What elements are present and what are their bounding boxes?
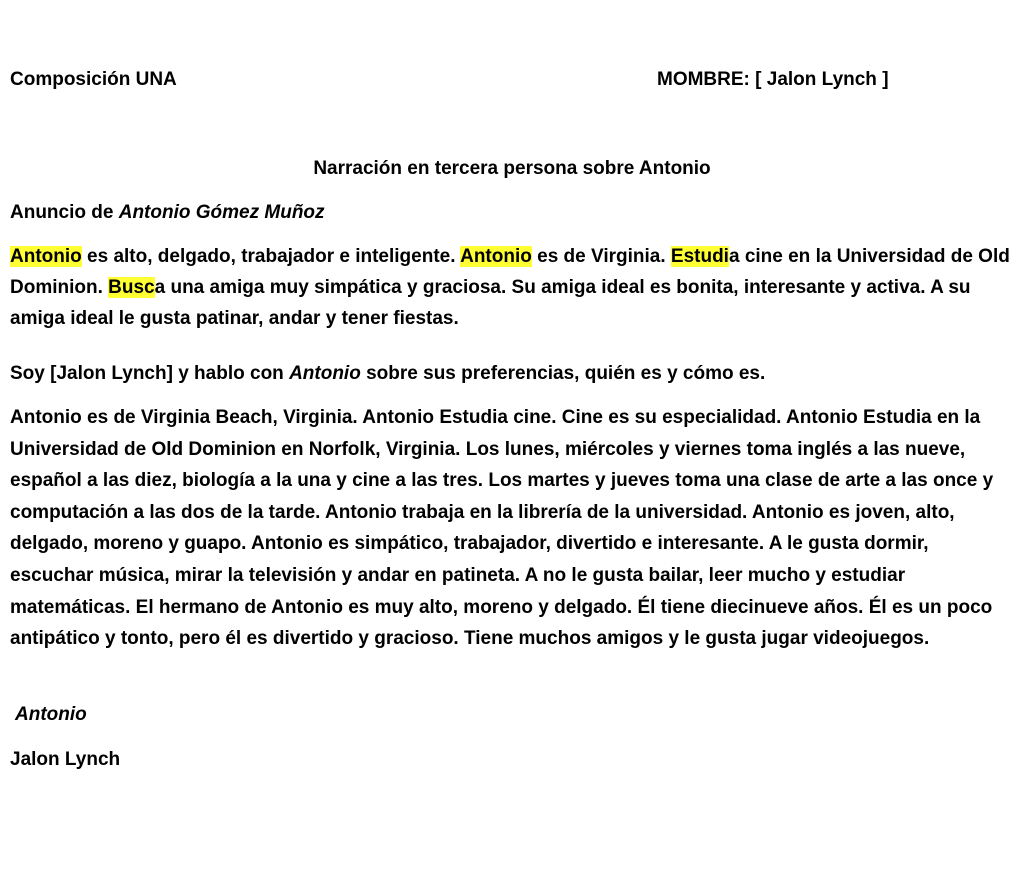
paragraph1-text-3: a cine en la Universidad de Old Dominion. xyxy=(10,246,1010,298)
page-title: Narración en tercera persona sobre Antonio xyxy=(313,158,711,179)
highlight-antonio-2: Antonio xyxy=(460,246,532,267)
intro-line xyxy=(10,362,765,386)
student-name-line: MOMBRE: [ Jalon Lynch ] xyxy=(657,69,889,90)
signature-antonio xyxy=(15,703,87,727)
announcement-line xyxy=(10,201,325,225)
paragraph1-text-4: a una amiga muy simpática y graciosa. Su amiga ideal es bonita, interesante y activa. A su amiga ideal le gusta patinar, andar y tener fiestas. xyxy=(10,277,971,329)
announcement-prefix: Anuncio de xyxy=(10,202,119,223)
highlight-antonio-1: Antonio xyxy=(10,246,82,267)
signature-author: Jalon Lynch xyxy=(10,749,121,770)
highlight-busc: Busc xyxy=(108,277,155,298)
announcement-author: Antonio Gómez Muñoz xyxy=(118,202,325,223)
paragraph1-text-1: es alto, delgado, trabajador e inteligente. xyxy=(81,246,461,267)
intro-name: Antonio xyxy=(289,363,361,384)
intro-text-2: sobre sus preferencias, quién es y cómo es. xyxy=(360,363,766,384)
paragraph1-text-2: es de Virginia. xyxy=(531,246,671,267)
highlight-estudi: Estudi xyxy=(670,246,729,267)
course-title: Composición UNA xyxy=(10,69,177,90)
announcement-paragraph xyxy=(10,241,1014,334)
narration-paragraph: Antonio es de Virginia Beach, Virginia. Antonio Estudia cine. Cine es su especialidad. Antonio Estudia en la Universidad de Old Dominion en Norfolk, Virginia. Los lunes, miércoles y viernes toma inglés a las nueve, español a las diez, biología a la una y cine a las tres. Los martes y jueves toma una clase de arte a las once y computación a las dos de la tarde. Antonio trabaja en la librería de la universidad. Antonio es joven, alto, delgado, moreno y guapo. Antonio es simpático, trabajador, divertido e interesante. A le gusta dormir, escuchar música, mirar la televisión y andar en patineta. A no le gusta bailar, leer mucho y estudiar matemáticas. El hermano de Antonio es muy alto, moreno y delgado. Él tiene diecinueve años. Él es un poco antipático y tonto, pero él es divertido y gracioso. Tiene muchos amigos y le gusta jugar videojuegos. xyxy=(10,407,994,650)
signature-antonio-text: Antonio xyxy=(15,704,87,725)
intro-text-1: Soy [Jalon Lynch] y hablo con xyxy=(10,363,290,384)
